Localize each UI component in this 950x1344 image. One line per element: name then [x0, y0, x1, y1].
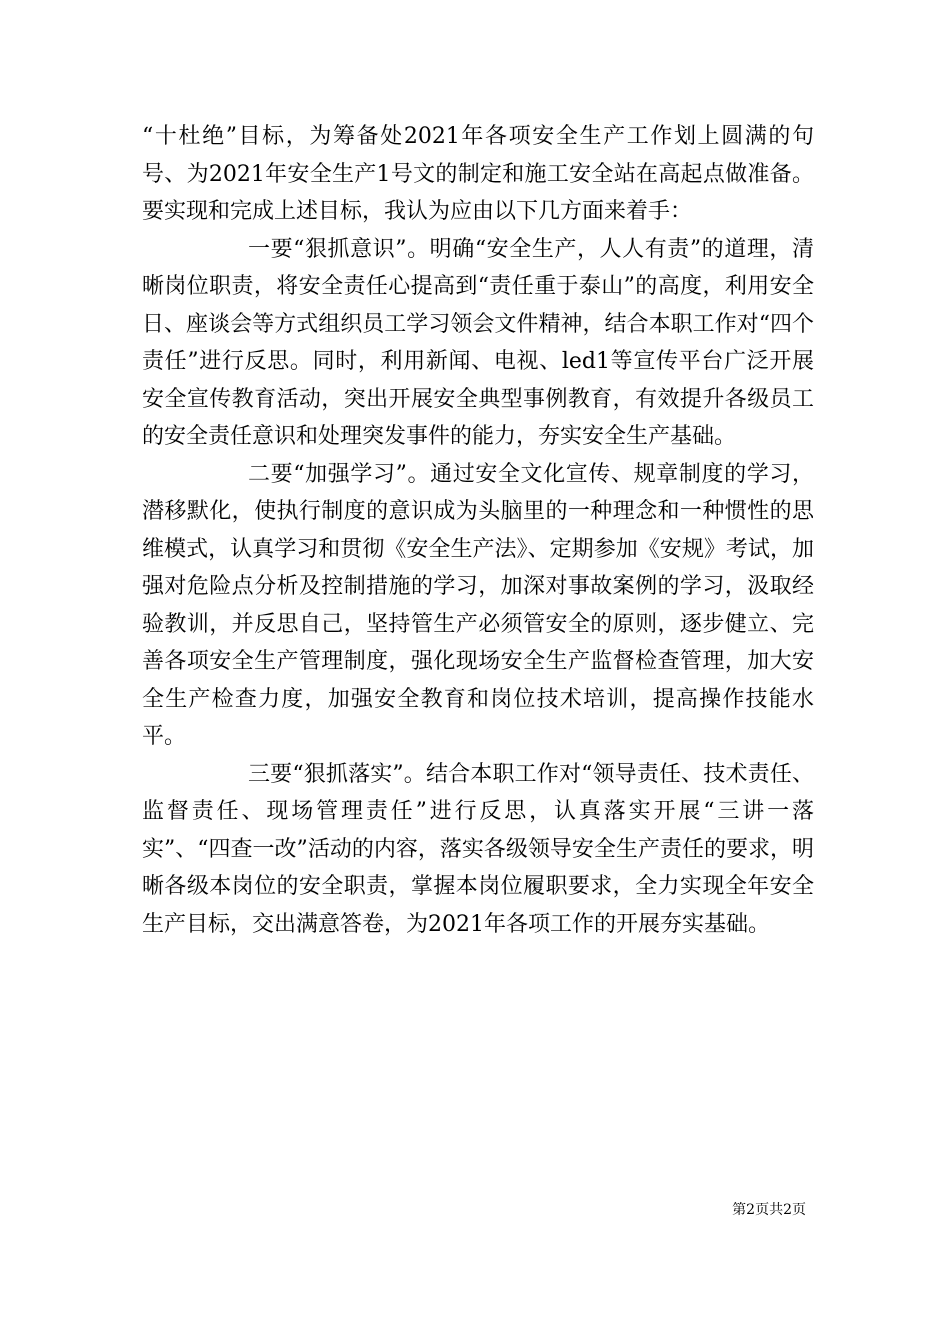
paragraph-learning: 二要“加强学习”。通过安全文化宣传、规章制度的学习，潜移默化，使执行制度的意识成为头脑里的一种理念和一种惯性的思维模式，认真学习和贯彻《安全生产法》、定期参加《安规》考试，加强对危险点分析及控制措施的学习，加深对事故案例的学习，汲取经验教训，并反思自己，坚持管生产必须管安全的原则，逐步健立、完善各项安全生产管理制度，强化现场安全生产监督检查管理，加大安全生产检查力度，加强安全教育和岗位技术培训，提高操作技能水平。	[142, 461, 814, 749]
paragraph-awareness: 一要“狠抓意识”。明确“安全生产，人人有责”的道理，清晰岗位职责，将安全责任心提高到“责任重于泰山”的高度，利用安全日、座谈会等方式组织员工学习领会文件精神，结合本职工作对“四个责任”进行反思。同时，利用新闻、电视、led1等宣传平台广泛开展安全宣传教育活动，突出开展安全典型事例教育，有效提升各级员工的安全责任意识和处理突发事件的能力，夯实安全生产基础。	[142, 236, 814, 449]
page-number: 第2页共2页	[732, 1202, 806, 1218]
document-body	[142, 118, 814, 943]
paragraph-implementation: 三要“狠抓落实”。结合本职工作对“领导责任、技术责任、监督责任、现场管理责任”进行反思，认真落实开展“三讲一落实”、“四查一改”活动的内容，落实各级领导安全生产责任的要求，明晰各级本岗位的安全职责，掌握本岗位履职要求，全力实现全年安全生产目标，交出满意答卷，为2021年各项工作的开展夯实基础。	[142, 761, 814, 937]
paragraph-continuation: “十杜绝”目标，为筹备处2021年各项安全生产工作划上圆满的句号、为2021年安全生产1号文的制定和施工安全站在高起点做准备。要实现和完成上述目标，我认为应由以下几方面来着手：	[142, 124, 814, 224]
